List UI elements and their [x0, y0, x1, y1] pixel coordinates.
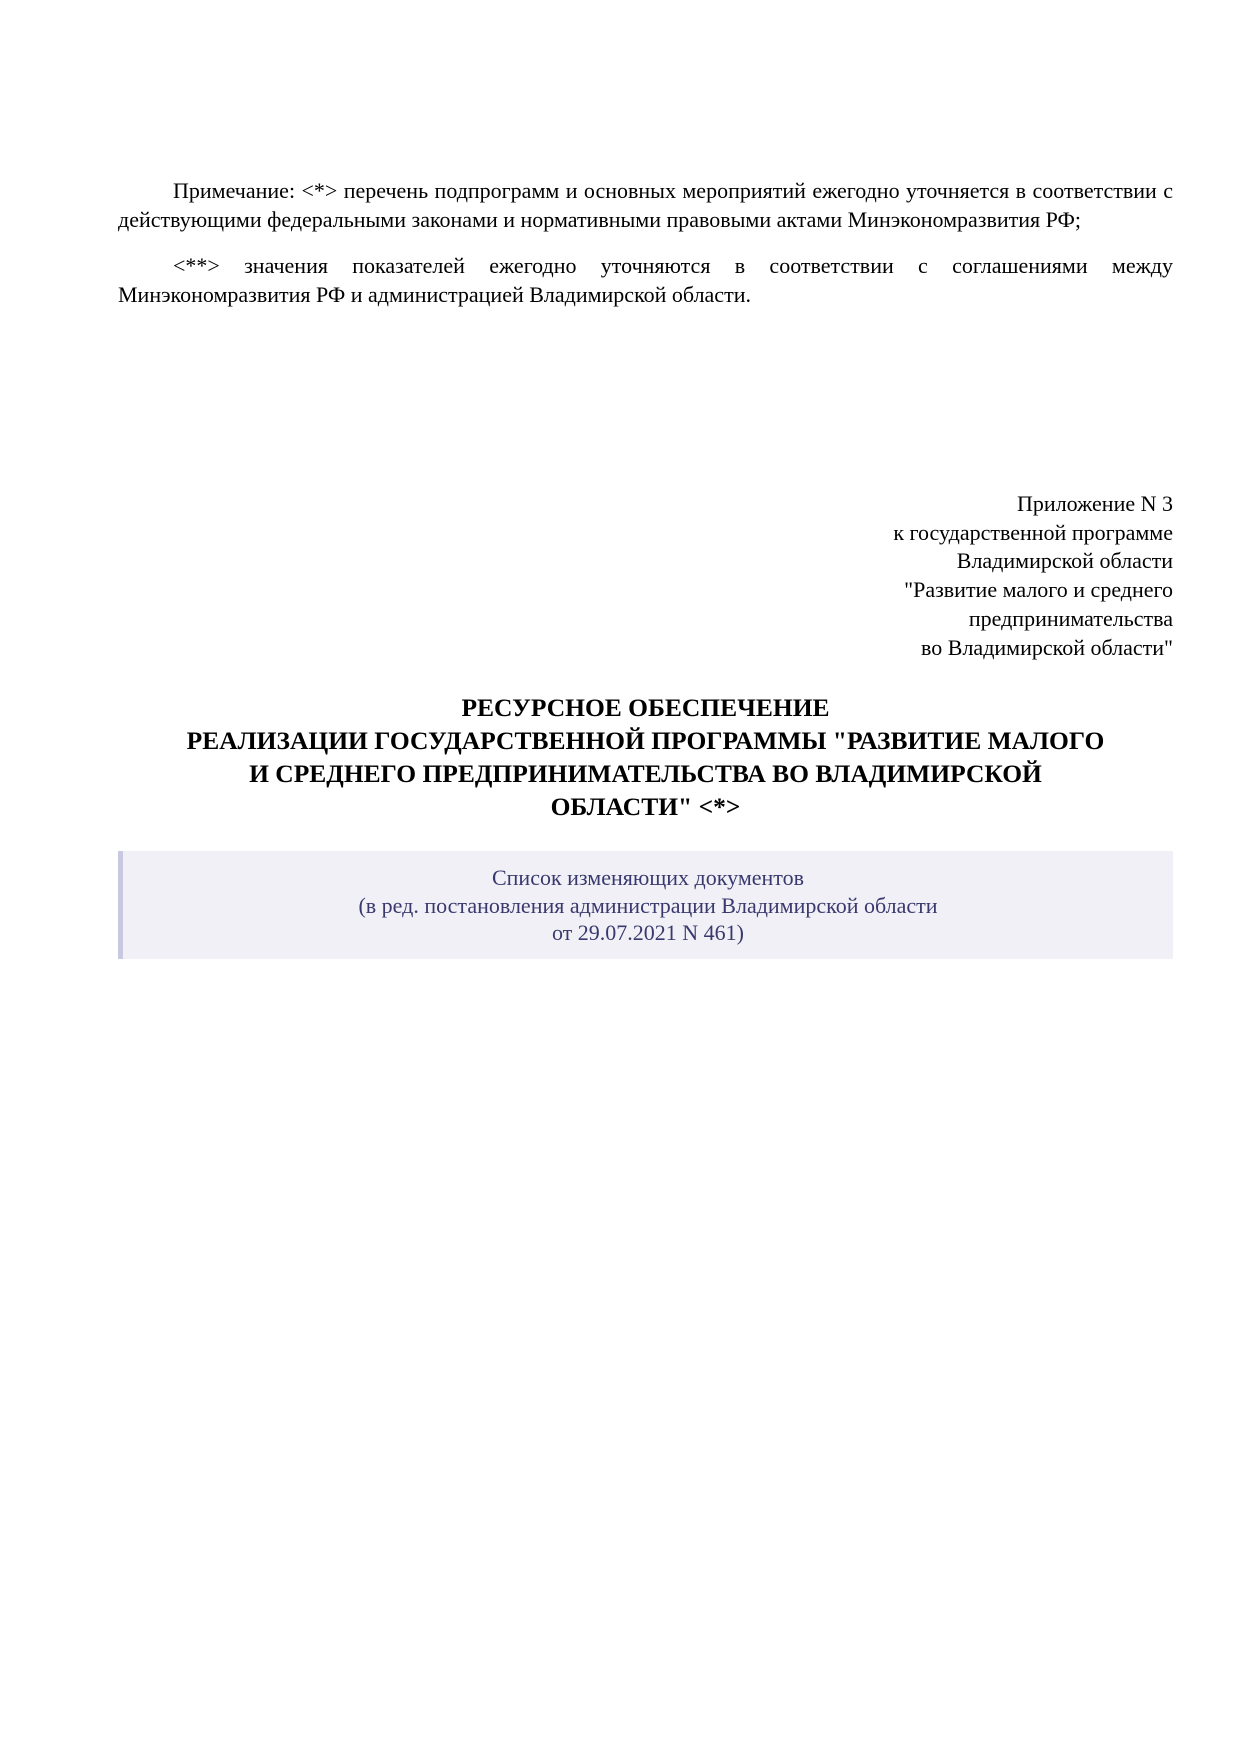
note-paragraph-1: Примечание: <*> перечень подпрограмм и основных мероприятий ежегодно уточняется в соответствии с действующими федеральными законами и нормативными правовыми актами Минэкономразвития РФ;: [118, 178, 1173, 232]
heading-line: РЕАЛИЗАЦИИ ГОСУДАРСТВЕННОЙ ПРОГРАММЫ "РАЗВИТИЕ МАЛОГО: [186, 726, 1105, 755]
appendix-reference: [893, 490, 1173, 662]
document-heading: [118, 691, 1173, 823]
amendments-box: [118, 851, 1173, 959]
note-paragraph-2: <**> значения показателей ежегодно уточняются в соответствии с соглашениями между Минэкономразвития РФ и администрацией Владимирской области.: [118, 253, 1173, 307]
appendix-line: Владимирской области: [956, 548, 1173, 574]
amendments-title: Список изменяющих документов: [491, 865, 804, 890]
notes-section: [118, 177, 1173, 309]
heading-line: РЕСУРСНОЕ ОБЕСПЕЧЕНИЕ: [461, 693, 830, 722]
appendix-line: предпринимательства: [968, 605, 1173, 631]
appendix-line: "Развитие малого и среднего: [904, 577, 1173, 603]
heading-line: ОБЛАСТИ" <*>: [550, 792, 741, 821]
appendix-line: во Владимирской области": [921, 634, 1173, 660]
amendments-line: (в ред. постановления администрации Владимирской области: [358, 892, 938, 918]
appendix-line: к государственной программе: [893, 519, 1173, 545]
appendix-line: Приложение N 3: [1017, 491, 1173, 516]
heading-line: И СРЕДНЕГО ПРЕДПРИНИМАТЕЛЬСТВА ВО ВЛАДИМИРСКОЙ: [249, 759, 1042, 788]
amendments-line: от 29.07.2021 N 461): [551, 920, 745, 945]
